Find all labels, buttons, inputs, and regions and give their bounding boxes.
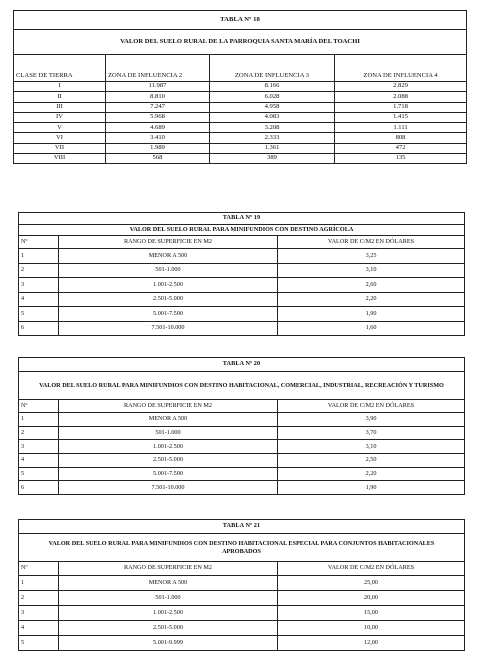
cell: 501-1.000: [59, 591, 278, 606]
cell: 4.083: [210, 112, 335, 122]
cell: 20,00: [278, 591, 465, 606]
column-header-range: RANGO DE SUPERFICIE EN M2: [59, 400, 278, 413]
cell: 2.501-5.000: [59, 621, 278, 636]
cell: 3,10: [278, 263, 465, 278]
column-header-range: RANGO DE SUPERFICIE EN M2: [59, 236, 278, 249]
cell: 1.415: [335, 112, 467, 122]
cell: 3: [19, 278, 59, 293]
column-header-value: VALOR DE C/M2 EN DÓLARES: [278, 400, 465, 413]
cell: 7.247: [106, 102, 210, 112]
column-header-range: RANGO DE SUPERFICIE EN M2: [59, 562, 278, 576]
cell: 11.987: [106, 82, 210, 92]
cell: 4: [19, 292, 59, 307]
cell: 10,00: [278, 621, 465, 636]
cell: 4: [19, 454, 59, 468]
cell: 3,25: [278, 249, 465, 264]
table-header-row: [19, 562, 465, 576]
cell: I: [14, 82, 106, 92]
cell: 568: [106, 154, 210, 164]
column-header-zona-4: ZONA DE INFLUENCIA 4: [335, 55, 467, 82]
cell: 7.501-10.000: [59, 321, 278, 336]
table-18: [13, 10, 467, 164]
table-subtitle: VALOR DEL SUELO RURAL PARA MINIFUNDIOS CON DESTINO AGRÍCOLA: [19, 225, 465, 236]
table-row: [14, 133, 467, 143]
column-header-value: VALOR DE C/M2 EN DÓLARES: [278, 236, 465, 249]
cell: 4: [19, 621, 59, 636]
table-row: [14, 92, 467, 102]
cell: 8.166: [210, 82, 335, 92]
cell: 1,90: [278, 307, 465, 322]
table-title: TABLA Nº 21: [19, 520, 465, 534]
table-row: [19, 440, 465, 454]
table-row: [14, 82, 467, 92]
table-19: [18, 212, 465, 336]
cell: 2,20: [278, 292, 465, 307]
cell: 2.333: [210, 133, 335, 143]
table-row: [14, 112, 467, 122]
cell: 2: [19, 591, 59, 606]
table-row: [19, 606, 465, 621]
table-row: [14, 102, 467, 112]
cell: MENOR A 500: [59, 576, 278, 591]
cell: 3,70: [278, 426, 465, 440]
table-row: [19, 307, 465, 322]
table-title: TABLA Nº 18: [14, 11, 467, 30]
table-title: TABLA Nº 19: [19, 213, 465, 225]
cell: 2.088: [335, 92, 467, 102]
cell: MENOR A 500: [59, 249, 278, 264]
table-row: [19, 621, 465, 636]
cell: 2: [19, 263, 59, 278]
cell: 501-1.000: [59, 263, 278, 278]
table-row: [19, 263, 465, 278]
cell: 1.001-2.500: [59, 278, 278, 293]
cell: VII: [14, 143, 106, 153]
cell: 5.968: [106, 112, 210, 122]
cell: 1,90: [278, 481, 465, 495]
cell: VI: [14, 133, 106, 143]
table-row: [19, 481, 465, 495]
table-20: [18, 357, 465, 495]
cell: III: [14, 102, 106, 112]
cell: 1: [19, 413, 59, 427]
cell: 135: [335, 154, 467, 164]
cell: 2.501-5.000: [59, 454, 278, 468]
table-row: [19, 249, 465, 264]
cell: MENOR A 500: [59, 413, 278, 427]
cell: 808: [335, 133, 467, 143]
table-row: [19, 636, 465, 651]
cell: 2.501-5.000: [59, 292, 278, 307]
table-header-row: [19, 400, 465, 413]
table-header-row: [19, 236, 465, 249]
column-header-number: Nº: [19, 400, 59, 413]
cell: 1: [19, 576, 59, 591]
table-row: [19, 413, 465, 427]
table-row: [19, 321, 465, 336]
table-21: [18, 519, 465, 651]
cell: 501-1.000: [59, 426, 278, 440]
cell: 5.001-7.500: [59, 307, 278, 322]
cell: 3.410: [106, 133, 210, 143]
cell: 8.810: [106, 92, 210, 102]
table-title: TABLA Nº 20: [19, 358, 465, 372]
cell: 389: [210, 154, 335, 164]
cell: 3,90: [278, 413, 465, 427]
cell: 25,00: [278, 576, 465, 591]
cell: 3.208: [210, 123, 335, 133]
cell: 2,60: [278, 278, 465, 293]
cell: V: [14, 123, 106, 133]
cell: IV: [14, 112, 106, 122]
table-row: [19, 591, 465, 606]
table-row: [19, 292, 465, 307]
cell: 5: [19, 307, 59, 322]
cell: 15,00: [278, 606, 465, 621]
cell: 7.501-10.000: [59, 481, 278, 495]
cell: 1.718: [335, 102, 467, 112]
cell: 472: [335, 143, 467, 153]
table-row: [19, 576, 465, 591]
cell: II: [14, 92, 106, 102]
cell: 6.028: [210, 92, 335, 102]
cell: 4.958: [210, 102, 335, 112]
cell: 1.001-2.500: [59, 606, 278, 621]
cell: 5: [19, 636, 59, 651]
table-subtitle: VALOR DEL SUELO RURAL PARA MINIFUNDIOS CON DESTINO HABITACIONAL, COMERCIAL, INDUSTRIAL, RECREACIÓN Y TURISMO: [19, 372, 465, 400]
cell: 3: [19, 606, 59, 621]
cell: 2,20: [278, 467, 465, 481]
cell: 5.001-9.999: [59, 636, 278, 651]
cell: 1,60: [278, 321, 465, 336]
cell: 2.829: [335, 82, 467, 92]
cell: 1.361: [210, 143, 335, 153]
column-header-zona-2: ZONA DE INFLUENCIA 2: [106, 55, 210, 82]
column-header-number: Nº: [19, 562, 59, 576]
cell: 1.989: [106, 143, 210, 153]
cell: 6: [19, 481, 59, 495]
cell: 12,00: [278, 636, 465, 651]
cell: 5: [19, 467, 59, 481]
cell: 3,10: [278, 440, 465, 454]
table-row: [14, 123, 467, 133]
column-header-number: Nº: [19, 236, 59, 249]
cell: 2,50: [278, 454, 465, 468]
cell: 1: [19, 249, 59, 264]
cell: 1.111: [335, 123, 467, 133]
cell: 3: [19, 440, 59, 454]
table-row: [19, 278, 465, 293]
table-row: [14, 154, 467, 164]
column-header-zona-3: ZONA DE INFLUENCIA 3: [210, 55, 335, 82]
table-row: [19, 454, 465, 468]
cell: 2: [19, 426, 59, 440]
column-header-value: VALOR DE C/M2 EN DÓLARES: [278, 562, 465, 576]
table-row: [14, 143, 467, 153]
cell: 4.689: [106, 123, 210, 133]
table-row: [19, 426, 465, 440]
cell: VIII: [14, 154, 106, 164]
table-subtitle: VALOR DEL SUELO RURAL PARA MINIFUNDIOS CON DESTINO HABITACIONAL ESPECIAL PARA CONJUNTOS HABITACIONALES APROBADOS: [19, 534, 465, 562]
table-row: [19, 467, 465, 481]
table-subtitle: VALOR DEL SUELO RURAL DE LA PARROQUIA SANTA MARÍA DEL TOACHI: [14, 30, 467, 55]
cell: 6: [19, 321, 59, 336]
cell: 5.001-7.500: [59, 467, 278, 481]
table-header-row: [14, 55, 467, 82]
column-header-clase: CLASE DE TIERRA: [14, 55, 106, 82]
cell: 1.001-2.500: [59, 440, 278, 454]
